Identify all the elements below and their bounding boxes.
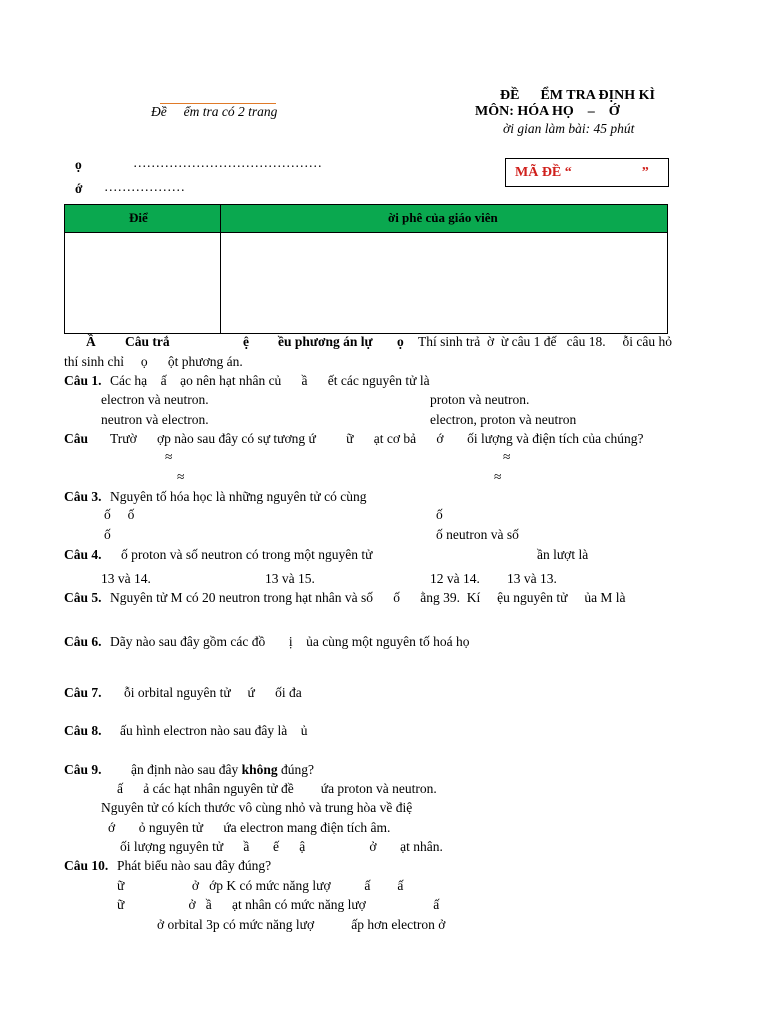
option-c[interactable]: ố: [104, 527, 111, 542]
name-label: ọ: [75, 157, 82, 172]
question-label: Câu 4.: [64, 547, 102, 562]
section-a-heading: Câu trắ: [125, 334, 170, 349]
option-d[interactable]: ối lượng nguyên tử ầ ế ậ ở ạt nhân.: [120, 839, 443, 854]
question-text: ố proton và số neutron có trong một nguyên tử: [121, 547, 373, 562]
option-a[interactable]: 13 và 14.: [101, 571, 151, 586]
option-d[interactable]: electron, proton và neutron: [430, 412, 577, 427]
section-a-heading-part: ều phương án lự: [278, 334, 373, 349]
question-text-cont: ần lượt là: [537, 547, 589, 562]
option-b[interactable]: Nguyên tử có kích thước vô cùng nhỏ và trung hòa về điệ: [101, 800, 413, 815]
grade-table-header: [65, 205, 667, 233]
question-text: ận định nào sau đây không đúng?: [131, 762, 315, 777]
option-b[interactable]: ố: [436, 507, 443, 522]
question-label: Câu 3.: [64, 489, 102, 504]
option-b[interactable]: 13 và 15.: [265, 571, 315, 586]
question-label: Câu 8.: [64, 723, 102, 738]
name-field[interactable]: ……………………………………: [133, 155, 322, 170]
option-b[interactable]: ữ ở ầ ạt nhân có mức năng lượ ấ: [117, 897, 440, 912]
comment-column-header: ời phê của giáo viên: [388, 210, 498, 225]
score-column-header: Điể: [129, 210, 148, 225]
option-c[interactable]: ớ ỏ nguyên tử ứa electron mang điện tích âm.: [108, 820, 391, 835]
question-label: Câu 1.: [64, 373, 102, 388]
exam-duration: ời gian làm bài: 45 phút: [503, 121, 635, 136]
section-a-heading-part: ọ: [397, 334, 404, 349]
question-label: Câu: [64, 431, 89, 446]
option-c[interactable]: ở orbital 3p có mức năng lượ ấp hơn electron ở: [157, 917, 446, 932]
class-field[interactable]: ………………: [104, 179, 185, 194]
section-a-heading-part: ệ: [243, 334, 249, 349]
question-label: Câu 6.: [64, 634, 102, 649]
option-a[interactable]: electron và neutron.: [101, 392, 209, 407]
option-d[interactable]: ≈: [494, 469, 502, 484]
option-a[interactable]: ữ ở ớp K có mức năng lượ ấ ấ: [117, 878, 404, 893]
exam-title: ĐỀ ỂM TRA ĐỊNH KÌ: [500, 88, 655, 103]
question-label: Câu 10.: [64, 858, 109, 873]
question-text: Nguyên tử M có 20 neutron trong hạt nhân và số ố ằng 39. Kí ệu nguyên tử ủa M là: [110, 590, 626, 605]
section-a-label: Ầ: [86, 334, 96, 349]
question-text: Phát biểu nào sau đây đúng?: [117, 858, 272, 873]
question-text: ấu hình electron nào sau đây là ủ: [120, 723, 308, 738]
option-d[interactable]: 13 và 13.: [507, 571, 557, 586]
question-label: Câu 7.: [64, 685, 102, 700]
option-b[interactable]: ≈: [503, 449, 511, 464]
exam-code: MÃ ĐỀ “ ”: [515, 165, 649, 180]
question-text: Các hạ ấ ạo nên hạt nhân củ ầ ết các nguyên tử là: [110, 373, 430, 388]
option-a[interactable]: ≈: [165, 449, 173, 464]
emphasis-text: không: [241, 762, 278, 777]
option-c[interactable]: neutron và electron.: [101, 412, 209, 427]
option-b[interactable]: proton và neutron.: [430, 392, 530, 407]
option-c[interactable]: ≈: [177, 469, 185, 484]
section-a-instructions-line2: thí sinh chỉ ọ ột phương án.: [64, 354, 243, 369]
question-label: Câu 5.: [64, 590, 102, 605]
question-text: Trườ ợp nào sau đây có sự tương ứ ữ ạt cơ bả ớ ối lượng và điện tích của chúng?: [110, 431, 644, 446]
section-a-instructions: Thí sinh trả ờ ừ câu 1 đế câu 18. ỗi câu hỏ: [418, 334, 673, 349]
question-text: Dãy nào sau đây gồm các đồ ị ủa cùng một nguyên tố hoá họ: [110, 634, 470, 649]
question-text: Nguyên tố hóa học là những nguyên tử có cùng: [110, 489, 367, 504]
exam-subject: MÔN: HÓA HỌ – Ớ: [475, 104, 620, 119]
class-label: ớ: [75, 181, 83, 196]
option-a[interactable]: ấ ả các hạt nhân nguyên tử đề ứa proton và neutron.: [117, 781, 437, 796]
question-label: Câu 9.: [64, 762, 102, 777]
option-c[interactable]: 12 và 14.: [430, 571, 480, 586]
score-cell[interactable]: [65, 232, 219, 333]
page-count-note: Đề ểm tra có 2 trang: [151, 104, 278, 119]
option-a[interactable]: ố ố: [104, 507, 135, 522]
comment-cell[interactable]: [221, 232, 667, 333]
question-text: ỗi orbital nguyên tử ứ ối đa: [124, 685, 302, 700]
option-d[interactable]: ố neutron và số: [436, 527, 519, 542]
